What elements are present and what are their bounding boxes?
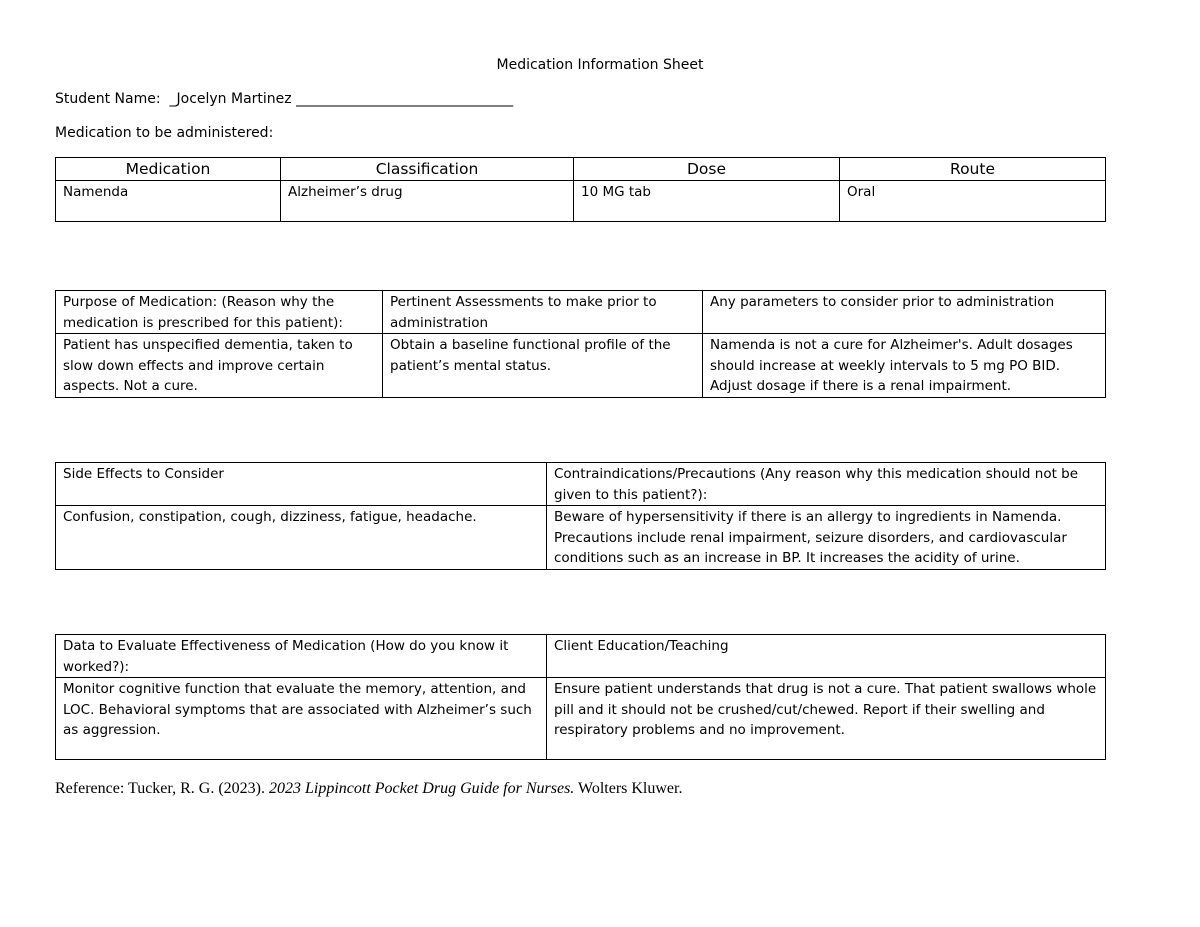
- cell-education: Ensure patient understands that drug is not a cure. That patient swallows whole pill and it should not be crushed/cut/chewed. Report if their swelling and respiratory problems and no improvement.: [547, 678, 1106, 760]
- page-title: Medication Information Sheet: [496, 57, 704, 73]
- header-medication: Medication: [56, 158, 281, 181]
- header-purpose: Purpose of Medication: (Reason why the medication is prescribed for this patient):: [56, 291, 383, 334]
- cell-medication: Namenda: [56, 181, 281, 222]
- header-education: Client Education/Teaching: [547, 635, 1106, 678]
- table-row: [56, 678, 1106, 760]
- header-parameters: Any parameters to consider prior to administration: [703, 291, 1106, 334]
- table-header-row: [56, 291, 1106, 334]
- table-row: [56, 181, 1106, 222]
- cell-effectiveness: Monitor cognitive function that evaluate the memory, attention, and LOC. Behavioral symptoms that are associated with Alzheimer’s such as aggression.: [56, 678, 547, 760]
- reference-citation: [55, 780, 682, 798]
- cell-dose: 10 MG tab: [574, 181, 840, 222]
- medication-to-administer-label: Medication to be administered:: [55, 125, 274, 141]
- table-header-row: [56, 463, 1106, 506]
- table-row: [56, 506, 1106, 570]
- student-name-value: _Jocelyn Martinez _______________________________: [169, 91, 514, 107]
- cell-classification: Alzheimer’s drug: [281, 181, 574, 222]
- side-effects-table: [55, 462, 1106, 570]
- purpose-assessment-table: [55, 290, 1106, 398]
- cell-contraindications: Beware of hypersensitivity if there is an allergy to ingredients in Namenda. Precautions include renal impairment, seizure disorders, and cardiovascular conditions such as an increase in BP. It increases the acidity of urine.: [547, 506, 1106, 570]
- student-name-line: [55, 91, 513, 107]
- reference-book-title: 2023 Lippincott Pocket Drug Guide for Nurses.: [268, 780, 575, 797]
- header-effectiveness: Data to Evaluate Effectiveness of Medication (How do you know it worked?):: [56, 635, 547, 678]
- reference-prefix: Reference: Tucker, R. G. (2023).: [55, 780, 269, 797]
- cell-assessments: Obtain a baseline functional profile of the patient’s mental status.: [383, 334, 703, 398]
- table-header-row: [56, 158, 1106, 181]
- medication-table: [55, 157, 1106, 222]
- reference-suffix: Wolters Kluwer.: [574, 780, 683, 797]
- table-header-row: [56, 635, 1106, 678]
- cell-route: Oral: [840, 181, 1106, 222]
- header-route: Route: [840, 158, 1106, 181]
- table-row: [56, 334, 1106, 398]
- header-contraindications: Contraindications/Precautions (Any reason why this medication should not be given to this patient?):: [547, 463, 1106, 506]
- header-side-effects: Side Effects to Consider: [56, 463, 547, 506]
- student-name-label: Student Name:: [55, 91, 161, 107]
- cell-side-effects: Confusion, constipation, cough, dizziness, fatigue, headache.: [56, 506, 547, 570]
- header-classification: Classification: [281, 158, 574, 181]
- header-assessments: Pertinent Assessments to make prior to administration: [383, 291, 703, 334]
- header-dose: Dose: [574, 158, 840, 181]
- effectiveness-education-table: [55, 634, 1106, 760]
- cell-purpose: Patient has unspecified dementia, taken to slow down effects and improve certain aspects. Not a cure.: [56, 334, 383, 398]
- cell-parameters: Namenda is not a cure for Alzheimer's. Adult dosages should increase at weekly intervals to 5 mg PO BID. Adjust dosage if there is a renal impairment.: [703, 334, 1106, 398]
